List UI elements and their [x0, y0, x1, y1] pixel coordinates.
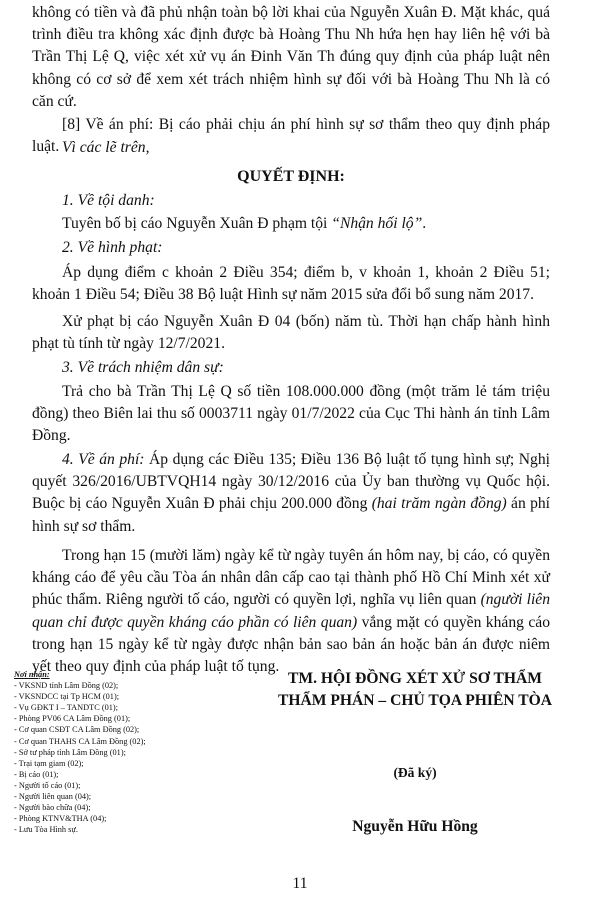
section-4-text [32, 449, 550, 538]
recipient-item: - VKSND tỉnh Lâm Đồng (02); [14, 681, 119, 691]
section-2-sentence: Xử phạt bị cáo Nguyễn Xuân Đ 04 (bốn) năm tù. Thời hạn chấp hành hình phạt tù tính từ ngày 12/7/2021. [32, 313, 550, 353]
fee-in-words: (hai trăm ngàn đồng) [371, 495, 507, 513]
section-3-heading: 3. Về trách nhiệm dân sự: [62, 359, 224, 376]
recipient-item: - Cơ quan THAHS CA Lâm Đồng (02); [14, 736, 146, 746]
signature-judge-name: Nguyễn Hữu Hồng [352, 818, 478, 835]
signature-judge-title: THẨM PHÁN – CHỦ TỌA PHIÊN TÒA [277, 692, 553, 709]
recipient-item: - Người tố cáo (01); [14, 780, 81, 790]
paragraph-8-court-fee: [8] Về án phí: Bị cáo phải chịu án phí hình sự sơ thẩm theo quy định pháp luật. [32, 116, 550, 156]
section-1-text-after: . [422, 215, 427, 232]
section-4-heading: 4. Về án phí: [62, 451, 145, 468]
recipient-item: - Người bào chữa (04); [14, 803, 91, 813]
paragraph-vi-cac-le: Vì các lẽ trên, [62, 139, 150, 156]
recipient-item: - Trại tạm giam (02); [14, 758, 84, 768]
section-1-text [32, 213, 550, 235]
recipient-item: - Cơ quan CSĐT CA Lâm Đồng (02); [14, 725, 140, 735]
section-4-text-after: án phí hình sự sơ thẩm. [32, 495, 550, 535]
recipient-item: - Người liên quan (04); [14, 792, 92, 802]
paragraph-continuation: không có tiền và đã phủ nhận toàn bộ lời khai của Nguyễn Xuân Đ. Mặt khác, quá trình điều tra không xác định được bà Hoàng Thu Nh hứa hẹn hay liên hệ với bà Trần Thị Lệ Q, việc xét xử vụ án Đinh Văn Th đúng quy định của pháp luật nên không có cơ sở để xem xét trách nhiệm hình sự đối với bà Hoàng Thu Nh là có căn cứ. [32, 4, 550, 110]
appeal-text-after: vắng mặt có quyền kháng cáo trong hạn 15 ngày kể từ ngày được nhận bản sao bản án hoặc bản án được niêm yết theo quy định của pháp luật tố tụng. [32, 613, 550, 676]
appeal-text-before: Trong hạn 15 (mười lăm) ngày kể từ ngày tuyên án hôm nay, bị cáo, có quyền kháng cáo để yêu cầu Tòa án nhân dân cấp cao tại thành phố Hồ Chí Minh xét xử phúc thẩm. Riêng người tố cáo, người có quyền lợi, nghĩa vụ liên quan [32, 547, 550, 609]
recipient-item: - Lưu Tòa Hình sự. [14, 825, 78, 835]
appeal-paragraph [32, 545, 550, 678]
recipient-item: - Vụ GĐKT I – TANDTC (01); [14, 703, 118, 713]
recipient-item: - Bị cáo (01); [14, 769, 59, 779]
recipient-item: - Phòng PV06 CA Lâm Đồng (01); [14, 714, 131, 724]
section-2-heading: 2. Về hình phạt: [62, 239, 163, 256]
section-2-legal-basis: Áp dụng điểm c khoản 2 Điều 354; điểm b, v khoản 1, khoản 2 Điều 51; khoản 1 Điều 54; Điều 38 Bộ luật Hình sự năm 2015 sửa đổi bổ sung năm 2017. [32, 264, 550, 304]
section-3-text: Trả cho bà Trần Thị Lệ Q số tiền 108.000.000 đồng (một trăm lẻ tám triệu đồng) theo Biên lai thu số 0003711 ngày 01/7/2022 của Cục Thi hành án tỉnh Lâm Đồng. [32, 383, 550, 445]
section-1-heading: 1. Về tội danh: [62, 192, 155, 209]
page-number: 11 [292, 875, 308, 892]
recipients-list [14, 669, 224, 835]
recipient-item: - Sở tư pháp tỉnh Lâm Đồng (01); [14, 747, 126, 757]
appeal-italic-note: (người liên quan chỉ được quyền kháng cáo phần có liên quan) [32, 591, 550, 631]
recipients-title: Nơi nhận: [14, 670, 50, 679]
section-4-text-before: Áp dụng các Điều 135; Điều 136 Bộ luật tố tụng hình sự; Nghị quyết 326/2016/UBTVQH14 ngày 30/12/2016 của Ủy ban thường vụ Quốc hội. Buộc bị cáo Nguyễn Xuân Đ phải chịu 200.000 đồng [32, 451, 550, 513]
recipient-item: - Phòng KTNV&THA (04); [14, 814, 107, 824]
crime-name: “Nhận hối lộ” [331, 215, 423, 232]
decision-title: QUYẾT ĐỊNH: [237, 168, 345, 185]
signature-council-title: TM. HỘI ĐỒNG XÉT XỬ SƠ THẨM [288, 670, 542, 687]
signature-signed-note: (Đã ký) [393, 765, 437, 780]
section-1-text-before: Tuyên bố bị cáo Nguyễn Xuân Đ phạm tội [62, 215, 332, 232]
recipient-item: - VKSNDCC tại Tp HCM (01); [14, 692, 120, 702]
